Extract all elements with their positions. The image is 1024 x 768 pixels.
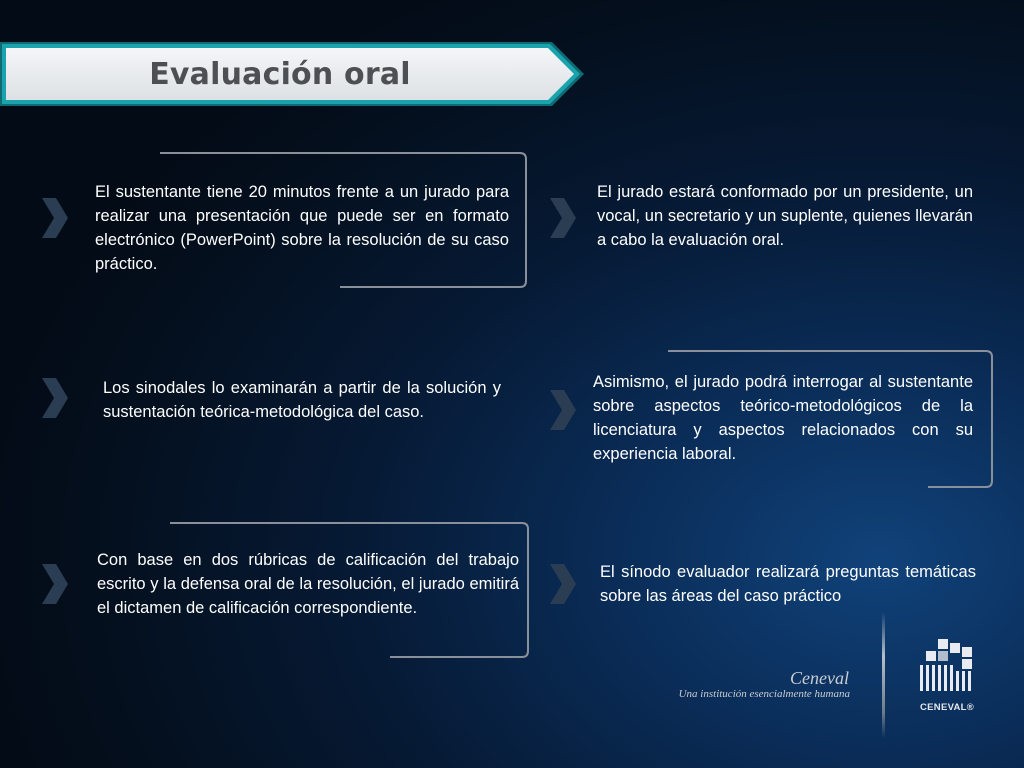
ceneval-logo-icon [916,637,982,699]
page-title: Evaluación oral [149,56,411,92]
block-text: Asimismo, el jurado podrá interrogar al sustentante sobre aspectos teórico-metodológicos de la licenciatura y aspectos relacionados con su experiencia laboral. [593,373,973,463]
block-text: Los sinodales lo examinarán a partir de la solución y sustentación teórica-metodológica del caso. [103,379,501,421]
arrow-right-icon [40,196,70,240]
brand-divider [882,612,885,738]
text-block-right-2 [548,348,998,490]
arrow-right-icon [548,562,578,606]
block-text: El sustentante tiene 20 minutos frente a un jurado para realizar una presentación que puede ser en formato electrónico (PowerPoint) sobre la resolución de su caso práctico. [95,183,509,273]
arrow-right-icon [40,376,70,420]
arrow-right-icon [548,196,578,240]
brand-name: Ceneval [790,668,849,688]
brand-tagline: Una institución esencialmente humana [678,688,850,700]
text-block-right-3 [548,550,988,630]
arrow-right-icon [548,388,578,432]
title-banner [0,38,590,110]
block-text: Con base en dos rúbricas de calificación del trabajo escrito y la defensa oral de la resolución, el jurado emitirá el dictamen de calificación correspondiente. [97,551,519,617]
block-text: El jurado estará conformado por un presidente, un vocal, un secretario y un suplente, quienes llevarán a cabo la evaluación oral. [597,183,973,249]
arrow-right-icon [40,562,70,606]
text-block-left-1 [40,150,530,290]
text-block-right-1 [548,150,988,290]
text-block-left-3 [40,520,532,660]
block-text: El sínodo evaluador realizará preguntas temáticas sobre las áreas del caso práctico [600,563,976,605]
text-block-left-2 [40,360,530,470]
logo-label: CENEVAL® [920,702,975,713]
